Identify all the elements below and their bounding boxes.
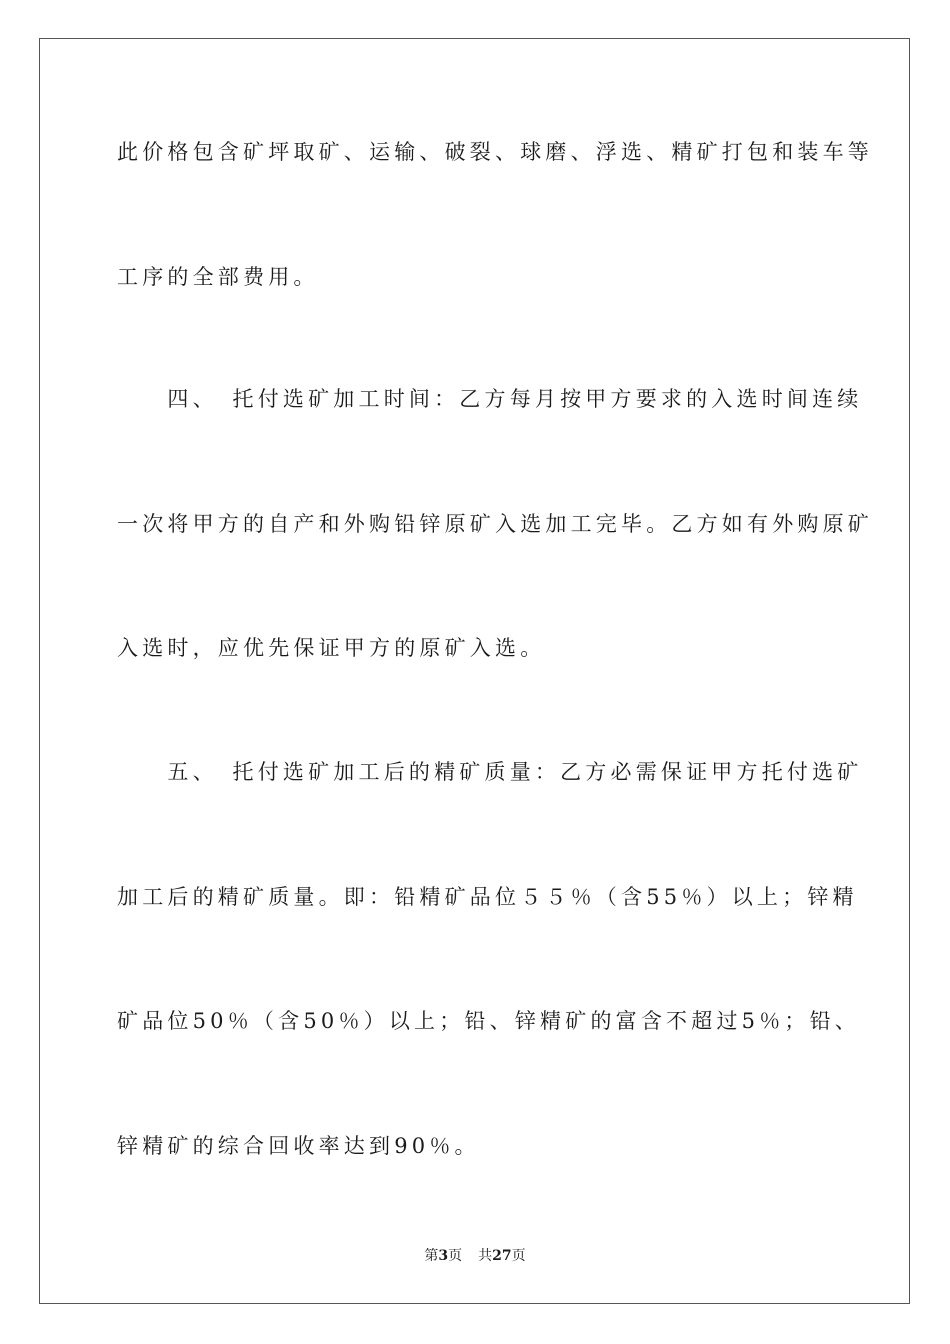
text-line-8: 矿品位50％（含50％）以上；铅、锌精矿的富含不超过5％；铅、 — [117, 1009, 861, 1033]
page-prefix: 第 — [424, 1248, 439, 1264]
total-prefix: 共 — [478, 1248, 493, 1264]
text-line-1: 此价格包含矿坪取矿、运输、破裂、球磨、浮选、精矿打包和装车等 — [117, 140, 873, 164]
text-line-3-section-four: 四、 托付选矿加工时间：乙方每月按甲方要求的入选时间连续 — [117, 387, 863, 411]
text-line-5: 入选时，应优先保证甲方的原矿入选。 — [117, 636, 546, 660]
text-line-6-section-five: 五、 托付选矿加工后的精矿质量：乙方必需保证甲方托付选矿 — [117, 760, 863, 784]
page-border — [39, 38, 910, 1304]
text-line-2: 工序的全部费用。 — [117, 265, 319, 289]
text-line-9: 锌精矿的综合回收率达到90％。 — [117, 1134, 480, 1158]
text-line-4: 一次将甲方的自产和外购铅锌原矿入选加工完毕。乙方如有外购原矿 — [117, 512, 873, 536]
page-number: 3 — [438, 1248, 449, 1264]
text-line-7: 加工后的精矿质量。即：铅精矿品位５５％（含55％）以上；锌精 — [117, 885, 858, 909]
page-footer — [0, 1246, 950, 1266]
total-suffix: 页 — [511, 1248, 526, 1264]
total-pages: 27 — [492, 1248, 512, 1264]
page-suffix: 页 — [448, 1248, 463, 1264]
